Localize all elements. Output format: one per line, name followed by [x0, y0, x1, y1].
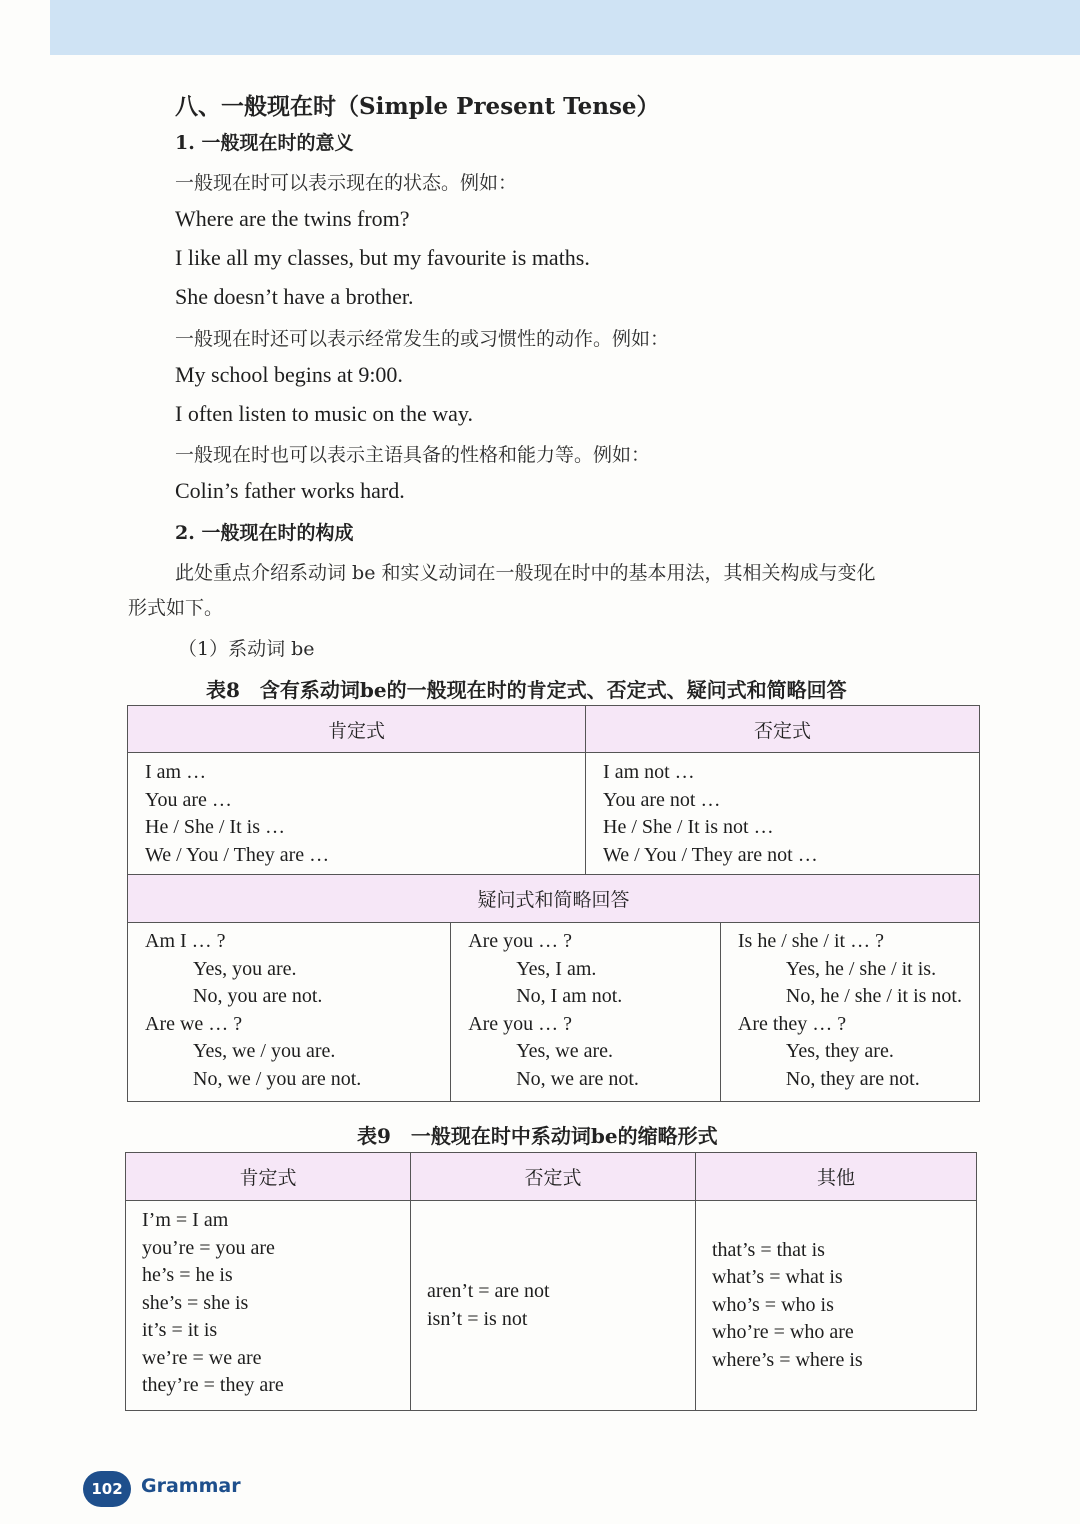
example-sentence: I like all my classes, but my favourite is maths.	[175, 245, 590, 270]
paragraph-line-1: 此处重点介绍系动词 be 和实义动词在一般现在时中的基本用法，其相关构成与变化	[175, 562, 876, 584]
subheading-be: （1）系动词 be	[178, 638, 315, 660]
example-sentence: She doesn’t have a brother.	[175, 284, 414, 309]
table8-q-line: No, he / she / it is not.	[785, 985, 962, 1007]
table8-q-line: Are we … ?	[145, 1012, 243, 1035]
table8-q-line: No, we are not.	[516, 1067, 639, 1090]
table9-aff-line: we’re = we are	[142, 1346, 262, 1369]
table9-neg-line: isn’t = is not	[427, 1307, 528, 1330]
table8-q-line: Yes, we / you are.	[193, 1040, 336, 1062]
table9-other-line: who’re = who are	[712, 1321, 854, 1344]
subheading-meaning: 1. 一般现在时的意义	[175, 132, 354, 154]
table8-aff-line: We / You / They are …	[145, 843, 330, 866]
table9-other-line: what’s = what is	[712, 1266, 843, 1289]
table8-neg-line: I am not …	[603, 761, 695, 783]
table8-q-line: Yes, you are.	[193, 957, 297, 980]
table8-affirmative-cell	[128, 753, 586, 875]
table8-aff-line: You are …	[145, 788, 232, 811]
table8-q-line: No, you are not.	[193, 985, 323, 1007]
table9-aff-line: they’re = they are	[142, 1374, 284, 1396]
table9-caption: 表9 一般现在时中系动词be的缩略形式	[357, 1124, 718, 1148]
table9-aff-line: I’m = I am	[142, 1209, 229, 1231]
paragraph-line-2: 形式如下。	[128, 597, 224, 619]
table8	[127, 705, 980, 1102]
table9-other-line: where’s = where is	[712, 1348, 863, 1371]
table9-other-line: that’s = that is	[712, 1238, 825, 1261]
table9-aff-line: you’re = you are	[142, 1236, 275, 1259]
table9-neg-line: aren’t = are not	[427, 1280, 550, 1302]
table8-head-affirmative: 肯定式	[128, 706, 586, 753]
intro-ability: 一般现在时也可以表示主语具备的性格和能力等。例如：	[175, 444, 651, 466]
table8-q-line: No, I am not.	[516, 985, 623, 1007]
table8-caption: 表8 含有系动词be的一般现在时的肯定式、否定式、疑问式和简略回答	[206, 678, 847, 702]
table9-negative-cell	[411, 1201, 696, 1411]
table8-head-negative: 否定式	[586, 706, 980, 753]
header-band	[50, 0, 1080, 55]
table8-neg-line: He / She / It is not …	[603, 816, 774, 838]
example-sentence: Colin’s father works hard.	[175, 478, 405, 503]
example-sentence: Where are the twins from?	[175, 206, 410, 231]
table9-affirmative-cell	[126, 1201, 411, 1411]
page-number: 102	[83, 1471, 131, 1507]
table9-aff-line: it’s = it is	[142, 1319, 218, 1341]
table8-negative-cell	[586, 753, 980, 875]
example-sentence: My school begins at 9:00.	[175, 362, 403, 387]
table8-q-line: Are you … ?	[468, 930, 573, 952]
table8-q-line: No, they are not.	[785, 1067, 920, 1090]
table8-q-line: Are they … ?	[737, 1012, 847, 1035]
table9-other-line: who’s = who is	[712, 1293, 834, 1316]
table8-neg-line: We / You / They are not …	[603, 843, 818, 866]
section-title: 八、一般现在时（Simple Present Tense）	[175, 93, 660, 120]
table8-q-line: Yes, we are.	[516, 1040, 614, 1062]
table9-head-other: 其他	[696, 1153, 977, 1201]
table8-question-cell-2	[451, 923, 721, 1102]
table9-head-negative: 否定式	[411, 1153, 696, 1201]
table8-q-line: Am I … ?	[145, 930, 226, 952]
table8-q-line: Yes, I am.	[516, 957, 597, 980]
table8-aff-line: He / She / It is …	[145, 816, 285, 838]
table8-q-line: Is he / she / it … ?	[737, 930, 884, 952]
example-sentence: I often listen to music on the way.	[175, 401, 473, 426]
table8-q-line: Yes, he / she / it is.	[785, 957, 937, 980]
table9-other-cell	[696, 1201, 977, 1411]
table8-question-cell-1	[128, 923, 451, 1102]
footer-label: Grammar	[141, 1475, 241, 1497]
table8-q-line: Yes, they are.	[785, 1040, 894, 1062]
table8-aff-line: I am …	[145, 761, 207, 783]
subheading-form: 2. 一般现在时的构成	[175, 522, 354, 544]
intro-habit: 一般现在时还可以表示经常发生的或习惯性的动作。例如：	[175, 328, 670, 350]
table9-head-affirmative: 肯定式	[126, 1153, 411, 1201]
table9	[125, 1152, 977, 1411]
table9-aff-line: she’s = she is	[142, 1291, 249, 1314]
table8-question-cell-3	[720, 923, 979, 1102]
intro-state: 一般现在时可以表示现在的状态。例如：	[175, 172, 518, 194]
table8-q-line: No, we / you are not.	[193, 1067, 362, 1090]
table9-aff-line: he’s = he is	[142, 1264, 233, 1286]
table8-head-question: 疑问式和简略回答	[128, 875, 980, 923]
table8-q-line: Are you … ?	[468, 1012, 573, 1035]
table8-neg-line: You are not …	[603, 788, 721, 811]
